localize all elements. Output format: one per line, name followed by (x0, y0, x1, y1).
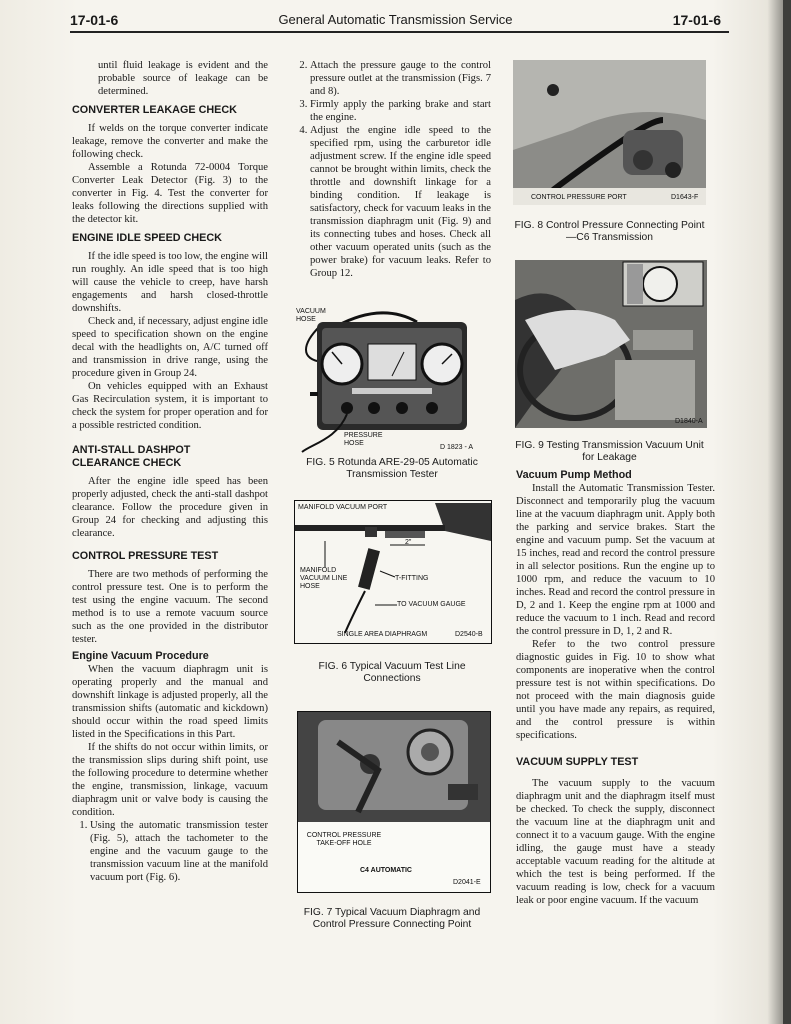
transmission-case-illustration (298, 712, 490, 822)
page-number-left: 17-01-6 (70, 12, 119, 28)
figure-9-caption: FIG. 9 Testing Transmission Vacuum Unit for Leakage (515, 440, 704, 463)
paragraph: Assemble a Rotunda 72-0004 Torque Converter Leak Detector (Fig. 3) to the converter in Fig. 4. Test the converter for leaks following the directions supplied with the detector kit. (72, 162, 268, 225)
label-control-port: CONTROL PRESSURE PORT (531, 194, 627, 201)
label-single-area: SINGLE AREA DIAPHRAGM (337, 631, 428, 638)
figure-5-caption: FIG. 5 Rotunda ARE-29-05 Automatic Transmission Tester (306, 457, 478, 480)
label-t-fitting: T-FITTING (395, 575, 429, 582)
paragraph: If the idle speed is too low, the engine will run roughly. An idle speed that is too high will cause the vehicle to creep, have harsh engagements and harsh closed-throttle downshifts. (72, 251, 268, 314)
heading-engine-vacuum: Engine Vacuum Procedure (72, 650, 209, 662)
figure-code: D 1823 - A (440, 444, 474, 451)
figure-9-photo (515, 260, 707, 428)
paragraph: On vehicles equipped with an Exhaust Gas Recirculation system, it is important to check the system for proper operation and for a possible restricted condition. (72, 381, 268, 431)
figure-7-diaphragm (297, 711, 491, 893)
heading-engine-idle: ENGINE IDLE SPEED CHECK (72, 232, 222, 244)
list-item: 3. Firmly apply the parking brake and start the engine. (310, 98, 491, 124)
heading-anti-stall-2: CLEARANCE CHECK (72, 457, 182, 469)
page-number-right: 17-01-6 (672, 12, 721, 28)
paragraph: Check and, if necessary, adjust engine idle speed to specification shown on the engine decal with the headlights on, A/C turned off and transmission in drive range, using the procedure given in Group 24. (72, 316, 268, 379)
paragraph: There are two methods of performing the control pressure test. One is to perform the test using the engine vacuum. The second method is to use a remote vacuum source such as the one provided in the distributor tester. (72, 569, 268, 645)
heading-anti-stall-1: ANTI-STALL DASHPOT (72, 444, 191, 456)
label-c4-automatic: C4 AUTOMATIC (360, 867, 412, 874)
heading-vacuum-pump: Vacuum Pump Method (516, 469, 632, 481)
paragraph: The vacuum supply to the vacuum diaphragm unit and the diaphragm itself must be checked. To check the supply, disconnect the vacuum line at the diaphragm unit and connect it to a vacuum gauge. With the engine idling, the gauge must have a steady acceptable vacuum reading for the altitude at which the test is being performed. If the vacuum reading is low, check for a vacuum leak or poor engine vacuum. If the vacuum (516, 778, 715, 906)
figure-8-photo (513, 60, 706, 205)
figure-code: D2540-B (455, 631, 483, 638)
paragraph: When the vacuum diaphragm unit is operating properly and the manual and downshift linkage is adjusted properly, all the transmission shifts (automatic and kickdown) should occur within the road speed limits listed in the Specifications in this Part. (72, 664, 268, 740)
figure-8-caption: FIG. 8 Control Pressure Connecting Point—C6 Transmission (514, 220, 705, 243)
label-takeoff-hole: CONTROL PRESSURE TAKE-OFF HOLE (306, 832, 382, 847)
figure-7-caption: FIG. 7 Typical Vacuum Diaphragm and Control Pressure Connecting Point (303, 907, 481, 930)
figure-6-vacuum-lines (294, 500, 492, 644)
label-pressure-hose: PRESSURE HOSE (344, 432, 383, 447)
list-item: 1. Using the automatic transmission tester (Fig. 5), attach the tachometer to the engine and the vacuum gauge to the transmission vacuum line at the manifold vacuum port (Fig. 6). (90, 819, 268, 884)
heading-control-pressure: CONTROL PRESSURE TEST (72, 550, 219, 562)
label-manifold-line: MANIFOLD VACUUM LINE HOSE (300, 567, 348, 590)
column-3 (516, 469, 715, 907)
paragraph: Refer to the two control pressure diagnostic guides in Fig. 10 to show what components are inoperative when the control pressure test is not within specifications. Do not proceed with the main diagnosis guide until you have made any repairs, as required, and the control pressure is within specifications. (516, 639, 715, 741)
paragraph: Install the Automatic Transmission Tester. Disconnect and temporarily plug the vacuum line at the vacuum diaphragm unit. Apply both the parking and service brakes. Start the engine and vacuum pump. Set the vacuum at 15 inches, read and record the control pressure in all selector positions. Run the engine up to 1000 rpm, and reduce the vacuum to 10 inches. Read and record the control pressure in D, 2 and 1. Keep the engine rpm at 1000 and reduce the vacuum to 1 inch. Read and record the control pressure in D, 1, 2 and R. (516, 483, 715, 637)
paragraph: until fluid leakage is evident and the probable source of leakage can be determined. (98, 60, 268, 97)
label-to-vacuum-gauge: TO VACUUM GAUGE (397, 601, 466, 608)
label-vacuum-hose: VACUUM HOSE (296, 308, 326, 323)
vacuum-testing-photo (515, 260, 707, 428)
column-2 (292, 59, 491, 280)
figure-6-caption: FIG. 6 Typical Vacuum Test Line Connections (318, 661, 466, 684)
heading-vacuum-supply: VACUUM SUPPLY TEST (516, 756, 639, 768)
figure-code: D2041-E (453, 879, 481, 886)
step-list (72, 819, 268, 884)
list-item: 4. Adjust the engine idle speed to the specified rpm, using the carburetor idle adjustment screw. If the engine idle speed cannot be brought within limits, check the throttle and downshift linkage for a binding condition. If leakage is satisfactory, check for vacuum leaks in the transmission diaphragm unit (Fig. 9) and its connecting tubes and hoses. Check all other vacuum operated units (such as the power brake) for vacuum leaks. Refer to Group 12. (310, 124, 491, 280)
header-rule (70, 31, 729, 33)
control-port-photo (513, 60, 706, 205)
list-item: 2. Attach the pressure gauge to the control pressure outlet at the transmission (Figs. 7 and 8). (310, 59, 491, 98)
figure-5-tester (292, 304, 492, 454)
column-1 (72, 59, 268, 884)
figure-code: D1840-A (675, 418, 703, 425)
label-manifold-port: MANIFOLD VACUUM PORT (298, 504, 388, 511)
tester-illustration (292, 304, 492, 454)
paragraph: If the shifts do not occur within limits, or the transmission slips during shift point, use the following procedure to determine whether the engine, transmission, linkage, vacuum diaphragm unit or valve body is causing the condition. (72, 742, 268, 818)
heading-converter-leakage: CONVERTER LEAKAGE CHECK (72, 104, 237, 116)
running-title: General Automatic Transmission Service (278, 12, 513, 27)
figure-code: D1643-F (671, 194, 699, 201)
label-dimension: 2" (405, 539, 412, 546)
paragraph: After the engine idle speed has been properly adjusted, check the anti-stall dashpot clearance. Follow the procedure given in Group 24 for checking and adjusting this clearance. (72, 476, 268, 539)
paragraph: If welds on the torque converter indicate leakage, remove the converter and make the following check. (72, 123, 268, 160)
step-list (292, 59, 491, 280)
book-spine-edge (783, 0, 791, 1024)
